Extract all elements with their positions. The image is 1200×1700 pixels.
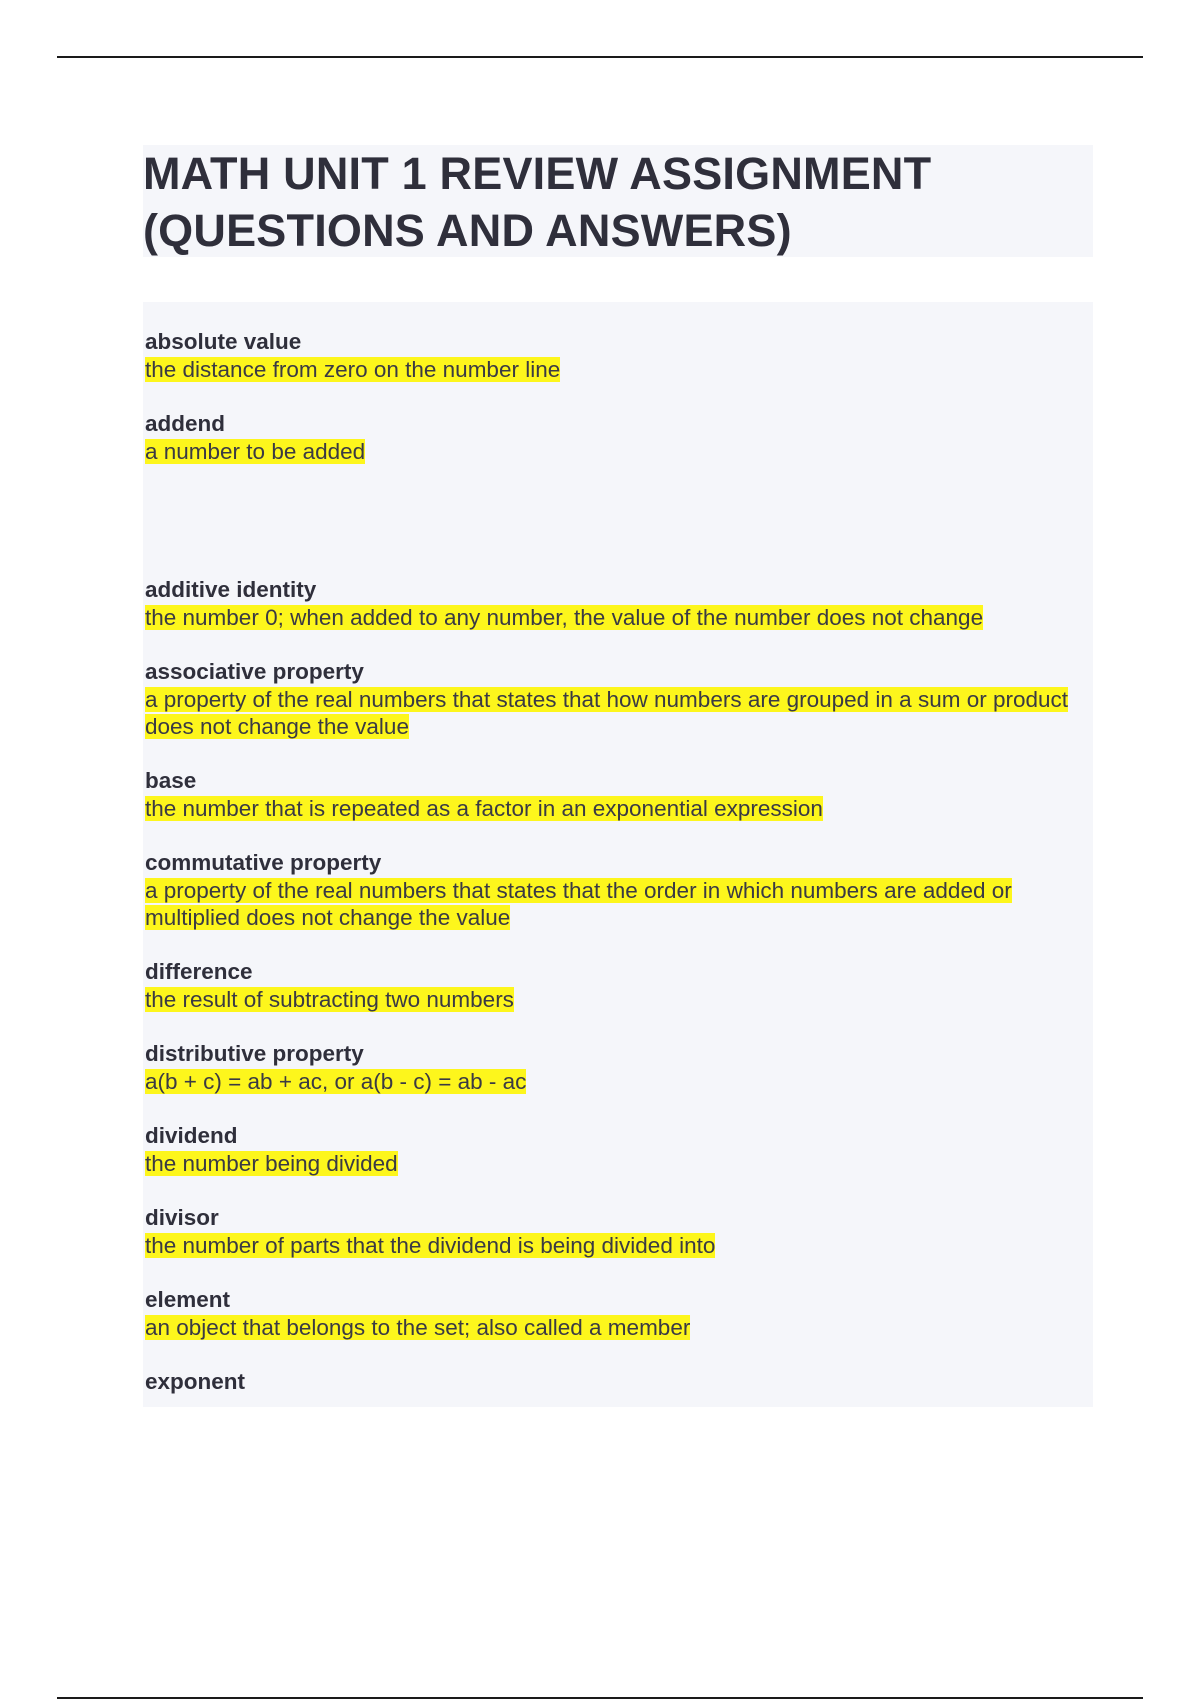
bottom-divider <box>57 1697 1143 1699</box>
term-name: absolute value <box>145 329 302 354</box>
term-name: base <box>145 768 197 793</box>
term-name: commutative property <box>145 850 382 875</box>
term-name: exponent <box>145 1369 246 1394</box>
term-definition: the result of subtracting two numbers <box>145 987 514 1012</box>
term-definition: a property of the real numbers that states that how numbers are grouped in a sum or product does not change the value <box>145 687 1069 739</box>
term-name: associative property <box>145 659 364 684</box>
term-item <box>145 328 1090 383</box>
term-item <box>145 958 1090 1013</box>
term-name: additive identity <box>145 577 317 602</box>
term-definition: the number 0; when added to any number, the value of the number does not change <box>145 605 984 630</box>
term-item <box>145 658 1090 740</box>
term-item <box>145 1122 1090 1177</box>
term-item <box>145 1286 1090 1341</box>
term-name: element <box>145 1287 231 1312</box>
term-definition: the number of parts that the dividend is being divided into <box>145 1233 716 1258</box>
term-definition: the number being divided <box>145 1151 398 1176</box>
term-item <box>145 849 1090 931</box>
term-definition: a property of the real numbers that states that the order in which numbers are added or multiplied does not change the value <box>145 878 1012 930</box>
term-definition: the number that is repeated as a factor in an exponential expression <box>145 796 823 821</box>
term-item <box>145 767 1090 822</box>
page-title: MATH UNIT 1 REVIEW ASSIGNMENT (QUESTIONS AND ANSWERS) <box>143 148 932 256</box>
term-definition: the distance from zero on the number line <box>145 357 561 382</box>
term-item <box>145 410 1090 465</box>
top-divider <box>57 56 1143 58</box>
title-block <box>143 145 1093 257</box>
term-name: divisor <box>145 1205 219 1230</box>
term-item <box>145 1368 1090 1396</box>
term-name: distributive property <box>145 1041 364 1066</box>
term-name: difference <box>145 959 253 984</box>
term-item <box>145 576 1090 631</box>
term-name: addend <box>145 411 226 436</box>
term-definition: a(b + c) = ab + ac, or a(b - c) = ab - ac <box>145 1069 527 1094</box>
term-item <box>145 1204 1090 1259</box>
term-definition: an object that belongs to the set; also called a member <box>145 1315 691 1340</box>
terms-panel <box>143 302 1093 1407</box>
term-list <box>145 328 1090 1423</box>
term-name: dividend <box>145 1123 238 1148</box>
term-item <box>145 1040 1090 1095</box>
term-definition: a number to be added <box>145 439 366 464</box>
